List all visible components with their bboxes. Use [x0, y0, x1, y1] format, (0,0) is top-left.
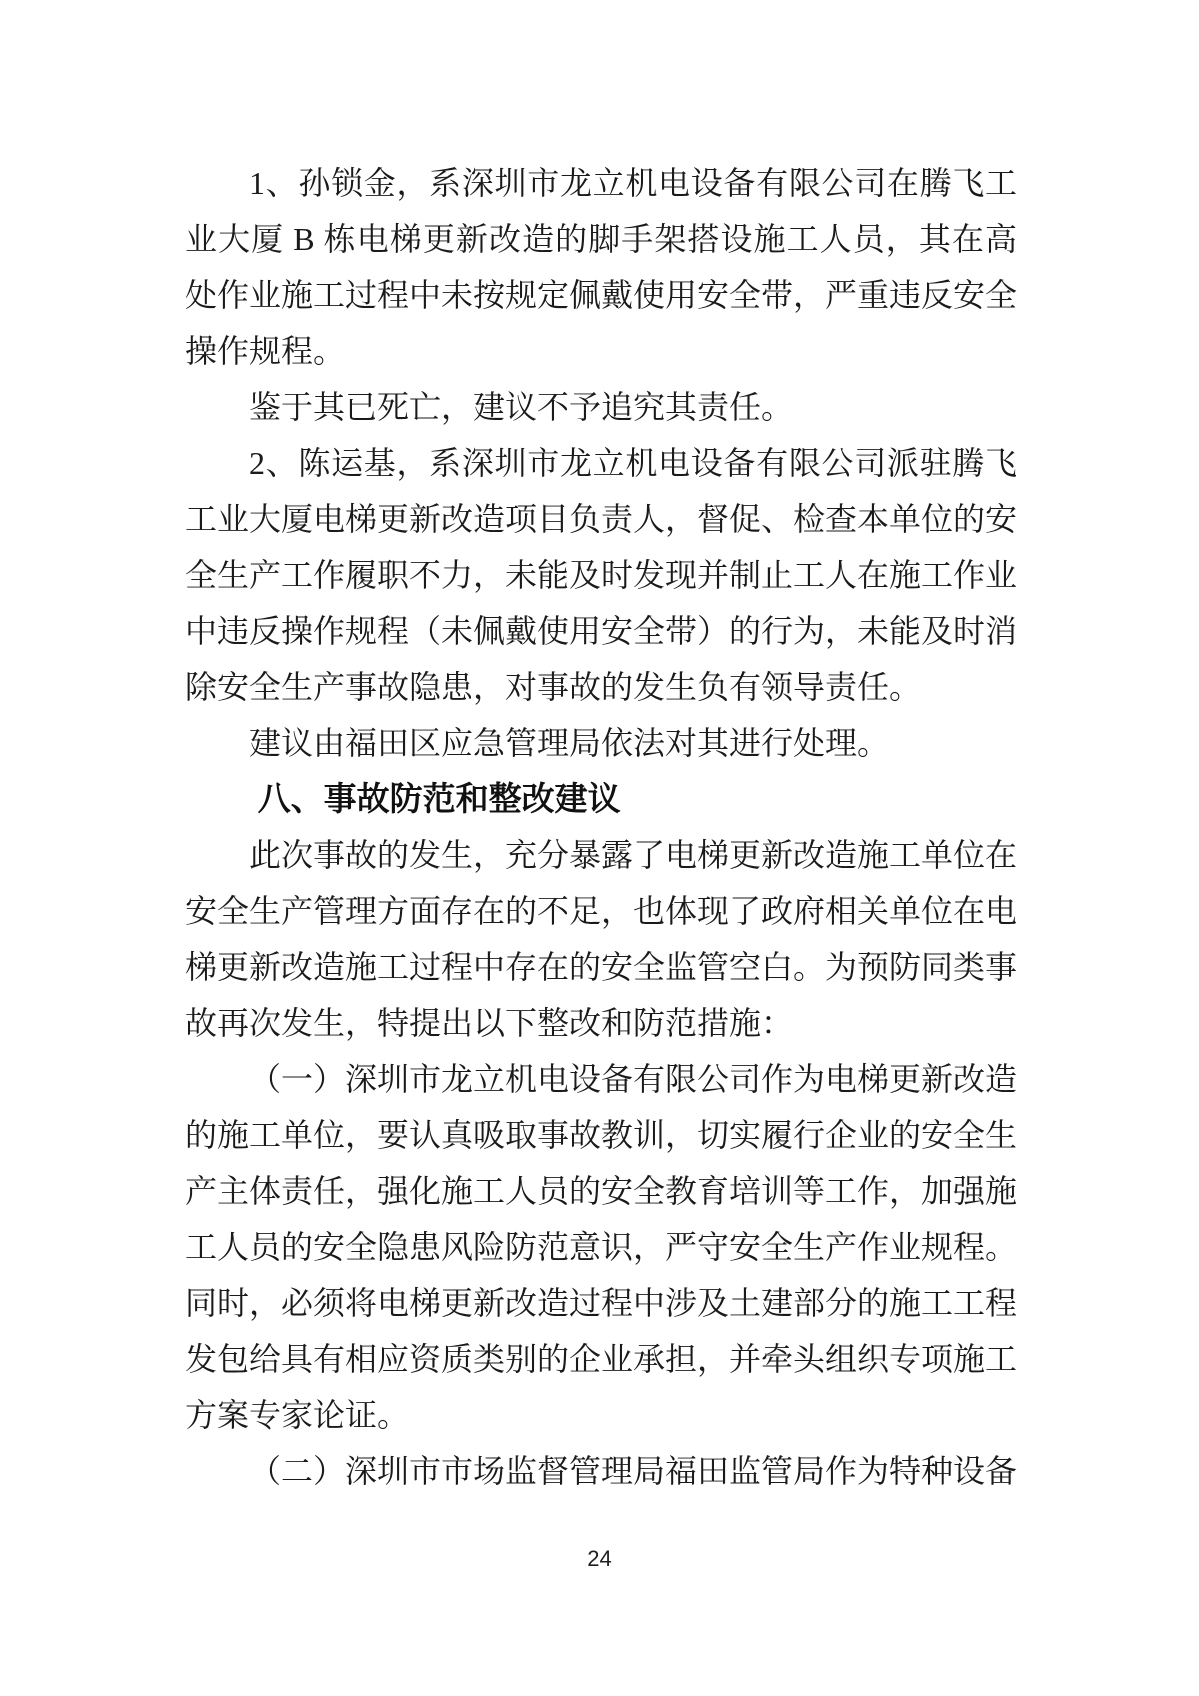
section-heading: 八、事故防范和整改建议 — [257, 780, 621, 817]
body-paragraph: 1、孙锁金，系深圳市龙立机电设备有限公司在腾飞工业大厦 B 栋电梯更新改造的脚手架搭设施工人员，其在高处作业施工过程中未按规定佩戴使用安全带，严重违反安全操作规程。 — [185, 165, 1018, 369]
body-paragraph: 此次事故的发生，充分暴露了电梯更新改造施工单位在安全生产管理方面存在的不足，也体现了政府相关单位在电梯更新改造施工过程中存在的安全监管空白。为预防同类事故再次发生，特提出以下整改和防范措施： — [185, 837, 1018, 1041]
body-paragraph: 鉴于其已死亡，建议不予追究其责任。 — [249, 389, 794, 425]
body-paragraph: （一）深圳市龙立机电设备有限公司作为电梯更新改造的施工单位，要认真吸取事故教训，切实履行企业的安全生产主体责任，强化施工人员的安全教育培训等工作，加强施工人员的安全隐患风险防范意识，严守安全生产作业规程。同时，必须将电梯更新改造过程中涉及土建部分的施工工程发包给具有相应资质类别的企业承担，并牵头组织专项施工方案专家论证。 — [185, 1061, 1018, 1433]
document-body — [185, 155, 1017, 1499]
page-number: 24 — [587, 1546, 612, 1571]
body-paragraph: （二）深圳市市场监督管理局福田监管局作为特种设备 — [249, 1453, 1018, 1489]
body-paragraph: 2、陈运基，系深圳市龙立机电设备有限公司派驻腾飞工业大厦电梯更新改造项目负责人，督促、检查本单位的安全生产工作履职不力，未能及时发现并制止工人在施工作业中违反操作规程（未佩戴使用安全带）的行为，未能及时消除安全生产事故隐患，对事故的发生负有领导责任。 — [185, 445, 1018, 705]
body-paragraph: 建议由福田区应急管理局依法对其进行处理。 — [249, 725, 890, 761]
